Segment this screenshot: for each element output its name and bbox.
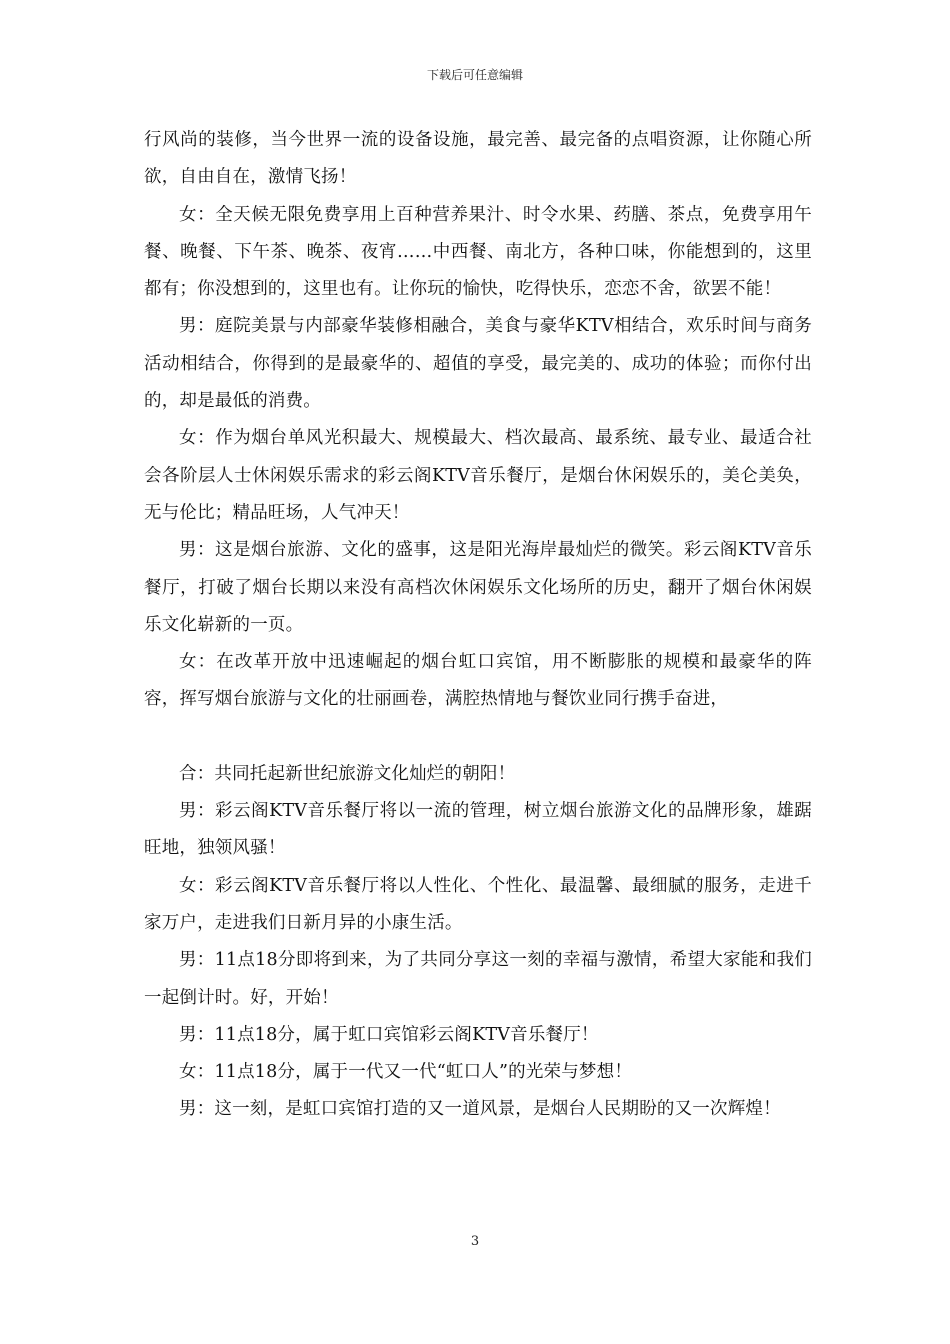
paragraph-female-4: 女：彩云阁KTV音乐餐厅将以人性化、个性化、最温馨、最细腻的服务，走进千家万户，走进我们日新月异的小康生活。 [144, 875, 812, 933]
paragraph-female-1: 女：全天候无限免费享用上百种营养果汁、时令水果、药膳、茶点，免费享用午餐、晚餐、下午茶、晚茶、夜宵……中西餐、南北方，各种口味，你能想到的，这里都有；你没想到的，这里也有。让你玩的愉快，吃得快乐，恋恋不舍，欲罢不能！ [144, 204, 812, 300]
paragraph-male-2: 男：这是烟台旅游、文化的盛事，这是阳光海岸最灿烂的微笑。彩云阁KTV音乐餐厅，打破了烟台长期以来没有高档次休闲娱乐文化场所的历史，翻开了烟台休闲娱乐文化崭新的一页。 [144, 540, 812, 635]
paragraph-male-4: 男：11点18分即将到来，为了共同分享这一刻的幸福与激情，希望大家能和我们一起倒计时。好，开始！ [144, 950, 812, 1008]
document-body [144, 122, 812, 1129]
paragraph-male-3: 男：彩云阁KTV音乐餐厅将以一流的管理，树立烟台旅游文化的品牌形象，雄踞旺地，独领风骚！ [144, 801, 812, 859]
paragraph-female-5: 女：11点18分，属于一代又一代“虹口人”的光荣与梦想！ [179, 1062, 633, 1083]
paragraph-together: 合：共同托起新世纪旅游文化灿烂的朝阳！ [179, 763, 516, 784]
paragraph-female-3: 女：在改革开放中迅速崛起的烟台虹口宾馆，用不断膨胀的规模和最豪华的阵容，挥写烟台旅游与文化的壮丽画卷，满腔热情地与餐饮业同行携手奋进， [144, 652, 812, 710]
page-header-note: 下载后可任意编辑 [426, 68, 523, 82]
paragraph-male-5: 男：11点18分，属于虹口宾馆彩云阁KTV音乐餐厅！ [179, 1024, 599, 1045]
paragraph-male-6: 男：这一刻，是虹口宾馆打造的又一道风景，是烟台人民期盼的又一次辉煌！ [179, 1099, 781, 1120]
paragraph-male-1: 男：庭院美景与内部豪华装修相融合，美食与豪华KTV相结合，欢乐时间与商务活动相结合，你得到的是最豪华的、超值的享受，最完美的、成功的体验；而你付出的，却是最低的消费。 [144, 316, 812, 412]
paragraph-female-2: 女：作为烟台单风光积最大、规模最大、档次最高、最系统、最专业、最适合社会各阶层人士休闲娱乐需求的彩云阁KTV音乐餐厅，是烟台休闲娱乐的，美仑美奂，无与伦比；精品旺场，人气冲天！ [144, 428, 812, 523]
page-number: 3 [470, 1234, 480, 1249]
paragraph-continued: 行风尚的装修，当今世界一流的设备设施，最完善、最完备的点唱资源，让你随心所欲，自由自在，激情飞扬！ [144, 130, 812, 188]
